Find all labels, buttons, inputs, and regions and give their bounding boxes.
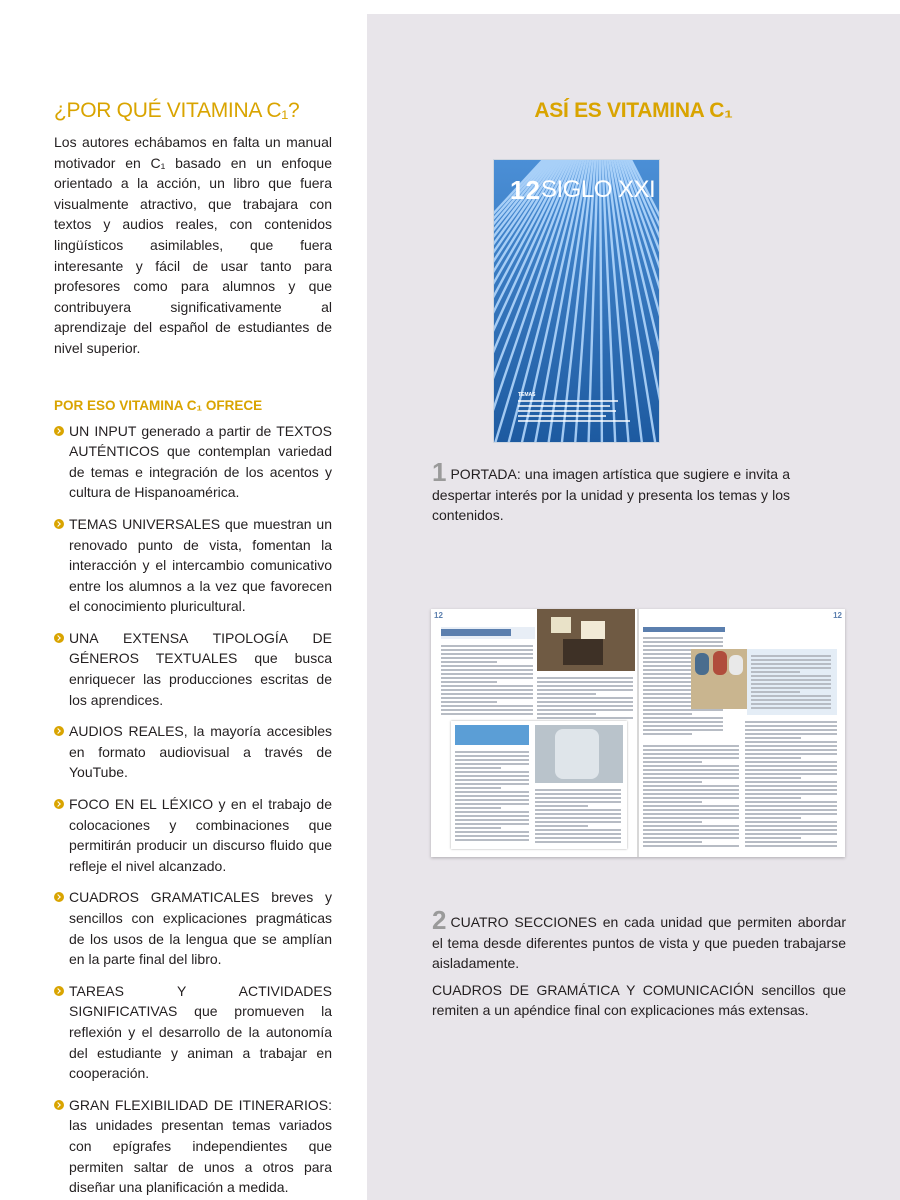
chevron-right-icon xyxy=(54,519,64,529)
intro-paragraph: Los autores echábamos en falta un manual motivador en C₁ basado en un enfoque orientado a la acción, un libro que fuera visualmente atractivo, que trabajara con textos y audios reales, con contenidos lingüísticos asimilables, que fuera interesante y fácil de usar tanto para profesores como para alumnos y que contribuyera significativamente al aprendizaje del español de estudiantes de nivel superior. xyxy=(54,134,332,356)
caption-number: 2 xyxy=(432,905,447,935)
this-is-title: ASÍ ES VITAMINA C₁ xyxy=(534,99,733,122)
spread-left-page-number: 12 xyxy=(434,611,443,620)
chevron-right-icon xyxy=(54,799,64,809)
caption-text: CUATRO SECCIONES en cada unidad que permiten abordar el tema desde diferentes puntos de vista y que pueden trabajarse aisladamente. xyxy=(432,914,846,972)
feature-text: TAREAS Y ACTIVIDADES SIGNIFICATIVAS que promueven la reflexión y el desarrollo de la autonomía del estudiante y animan a trabajar en cooperación. xyxy=(69,982,332,1082)
caption-cover xyxy=(432,457,790,526)
feature-text: TEMAS UNIVERSALES que muestran un renovado punto de vista, fomentan la interacción y el intercambio comunicativo entre los alumnos a la vez que favorecen el conocimiento pluricultural. xyxy=(69,515,332,615)
feature-text: FOCO EN EL LÉXICO y en el trabajo de colocaciones y combinaciones que permitirán producir un discurso fluido que refleje el nivel alcanzado. xyxy=(69,796,332,874)
feature-item xyxy=(54,887,332,969)
offers-subheading: POR ESO VITAMINA C₁ OFRECE xyxy=(54,397,263,413)
feature-text: AUDIOS REALES, la mayoría accesibles en formato audiovisual a través de YouTube. xyxy=(69,723,332,781)
why-title: ¿POR QUÉ VITAMINA C₁? xyxy=(54,99,300,122)
feature-text: UNA EXTENSA TIPOLOGÍA DE GÉNEROS TEXTUALES que busca enriquecer las producciones escritas de los aprendices. xyxy=(69,629,332,708)
features-list xyxy=(54,421,332,1198)
feature-text: UN INPUT generado a partir de TEXTOS AUTÉNTICOS que contemplan variedad de temas e integración de los acentos y cultura de Hispanoamérica. xyxy=(69,422,332,501)
chevron-right-icon xyxy=(54,426,64,436)
chevron-right-icon xyxy=(54,633,64,643)
caption-text: PORTADA: una imagen artística que sugiere e invita a despertar interés por la unidad y presenta los temas y los contenidos. xyxy=(432,466,790,524)
spread-right-page-number: 12 xyxy=(833,611,842,620)
cover-unit-title: SIGLO XXI xyxy=(541,176,656,203)
caption-text-grammar: CUADROS DE GRAMÁTICA Y COMUNICACIÓN sencillos que remiten a un apéndice final con explicaciones más extensas. xyxy=(432,981,846,1019)
caption-sections xyxy=(432,905,846,1021)
feature-item xyxy=(54,981,332,1084)
chevron-right-icon xyxy=(54,892,64,902)
feature-item xyxy=(54,794,332,876)
feature-item xyxy=(54,628,332,710)
left-column xyxy=(54,98,332,1200)
book-spread-image xyxy=(431,609,845,857)
feature-text: GRAN FLEXIBILIDAD DE ITINERARIOS: las unidades presentan temas variados con epígrafes independientes que permiten saltar de unos a otros para diseñar una planificación a medida. xyxy=(69,1096,332,1196)
chevron-right-icon xyxy=(54,1100,64,1110)
feature-item xyxy=(54,1095,332,1198)
caption-number: 1 xyxy=(432,457,447,487)
feature-item xyxy=(54,421,332,503)
unit-cover-image xyxy=(494,160,659,442)
feature-item xyxy=(54,721,332,783)
cover-topics xyxy=(518,392,654,425)
cover-unit-number: 12 xyxy=(510,175,541,205)
chevron-right-icon xyxy=(54,726,64,736)
chevron-right-icon xyxy=(54,986,64,996)
feature-item xyxy=(54,514,332,617)
feature-text: CUADROS GRAMATICALES breves y sencillos con explicaciones pragmáticas de los usos de la lengua que se amplían en la parte final del libro. xyxy=(69,889,332,968)
cover-topics-label: TEMAS xyxy=(518,392,536,398)
